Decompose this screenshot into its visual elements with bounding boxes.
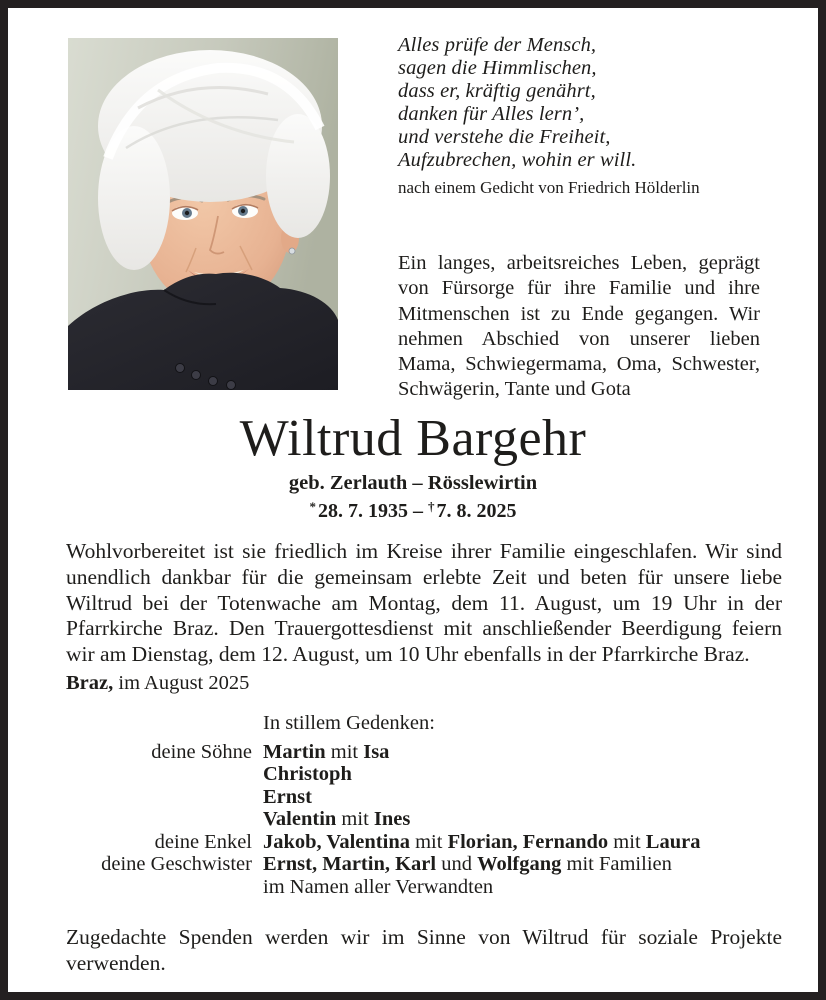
relatives-names: Ernst xyxy=(263,785,312,808)
memorial-row xyxy=(66,808,782,831)
relation-label xyxy=(66,876,252,899)
relatives-names: Christoph xyxy=(263,763,352,785)
memorial-row xyxy=(66,853,782,876)
farewell-paragraph: Ein langes, arbeitsreiches Leben, geprägt von Fürsorge für ihre Familie und ihre Mitmenschen ist zu Ende gegangen. Wir nehmen Abschied von unserer lieben Mama, Schwiegermama, Oma, Schwester, Schwägerin, Tante und Gota xyxy=(398,252,760,401)
relation-label: deine Enkel xyxy=(154,830,252,853)
relation-label xyxy=(66,786,252,809)
memorial-row xyxy=(66,831,782,854)
dateline-place: Braz, xyxy=(66,672,114,694)
donation-note: Zugedachte Spenden werden wir im Sinne von Wiltrud für soziale Projekte verwenden. xyxy=(66,925,782,975)
poem-attribution: nach einem Gedicht von Friedrich Hölderlin xyxy=(398,178,700,197)
dateline xyxy=(66,671,249,695)
poem-line: Alles prüfe der Mensch, xyxy=(398,34,597,56)
memorial-list xyxy=(66,712,782,898)
relation-label xyxy=(66,808,252,831)
relation-label xyxy=(66,712,252,735)
poem-line: Aufzubrechen, wohin er will. xyxy=(398,149,637,171)
relatives-names: Ernst, Martin, Karl und Wolfgang mit Familien xyxy=(263,853,672,875)
memorial-row xyxy=(66,763,782,786)
name-block xyxy=(8,410,818,522)
relatives-names: Martin mit Isa xyxy=(263,740,390,763)
earring xyxy=(289,248,295,254)
dates-separator: – xyxy=(413,500,428,522)
memorial-row xyxy=(66,786,782,809)
memorial-row xyxy=(66,876,782,899)
dateline-date: im August 2025 xyxy=(113,672,250,694)
relation-label: deine Söhne xyxy=(151,740,252,763)
memorial-heading-row xyxy=(66,712,782,735)
birth-symbol: * xyxy=(309,499,316,514)
poem-line: dass er, kräftig genährt, xyxy=(398,80,596,102)
poem xyxy=(398,34,770,198)
poem-lines xyxy=(398,34,770,172)
relatives-names: Valentin mit Ines xyxy=(263,808,411,830)
deceased-name: Wiltrud Bargehr xyxy=(239,410,587,467)
birth-name: geb. Zerlauth – Rösslewirtin xyxy=(288,472,538,494)
relation-label xyxy=(66,763,252,786)
relatives-names: In stillem Gedenken: xyxy=(263,712,435,734)
portrait-illustration xyxy=(68,38,338,390)
relatives-names: Jakob, Valentina mit Florian, Fernando mit Laura xyxy=(263,830,701,853)
life-dates xyxy=(8,496,818,522)
poem-line: sagen die Himmlischen, xyxy=(398,57,597,79)
death-date: 7. 8. 2025 xyxy=(436,500,517,522)
poem-line: danken für Alles lern’, xyxy=(398,103,585,125)
death-symbol: † xyxy=(428,499,435,514)
memorial-row xyxy=(66,741,782,764)
birth-date: 28. 7. 1935 xyxy=(318,500,413,522)
relatives-names: im Namen aller Verwandten xyxy=(263,875,494,898)
poem-line: und verstehe die Freiheit, xyxy=(398,126,611,148)
funeral-announcement: Wohlvorbereitet ist sie friedlich im Kreise ihrer Familie eingeschlafen. Wir sind unendlich dankbar für die gemeinsam erlebte Zeit und beten für unsere liebe Wiltrud bei der Totenwache am Montag, dem 11. August, um 19 Uhr in der Pfarrkirche Braz. Den Trauergottesdienst mit anschließender Beerdigung feiern wir am Dienstag, dem 12. August, um 10 Uhr ebenfalls in der Pfarrkirche Braz. xyxy=(66,539,782,667)
portrait-photo xyxy=(68,38,338,390)
relation-label: deine Geschwister xyxy=(101,853,252,875)
